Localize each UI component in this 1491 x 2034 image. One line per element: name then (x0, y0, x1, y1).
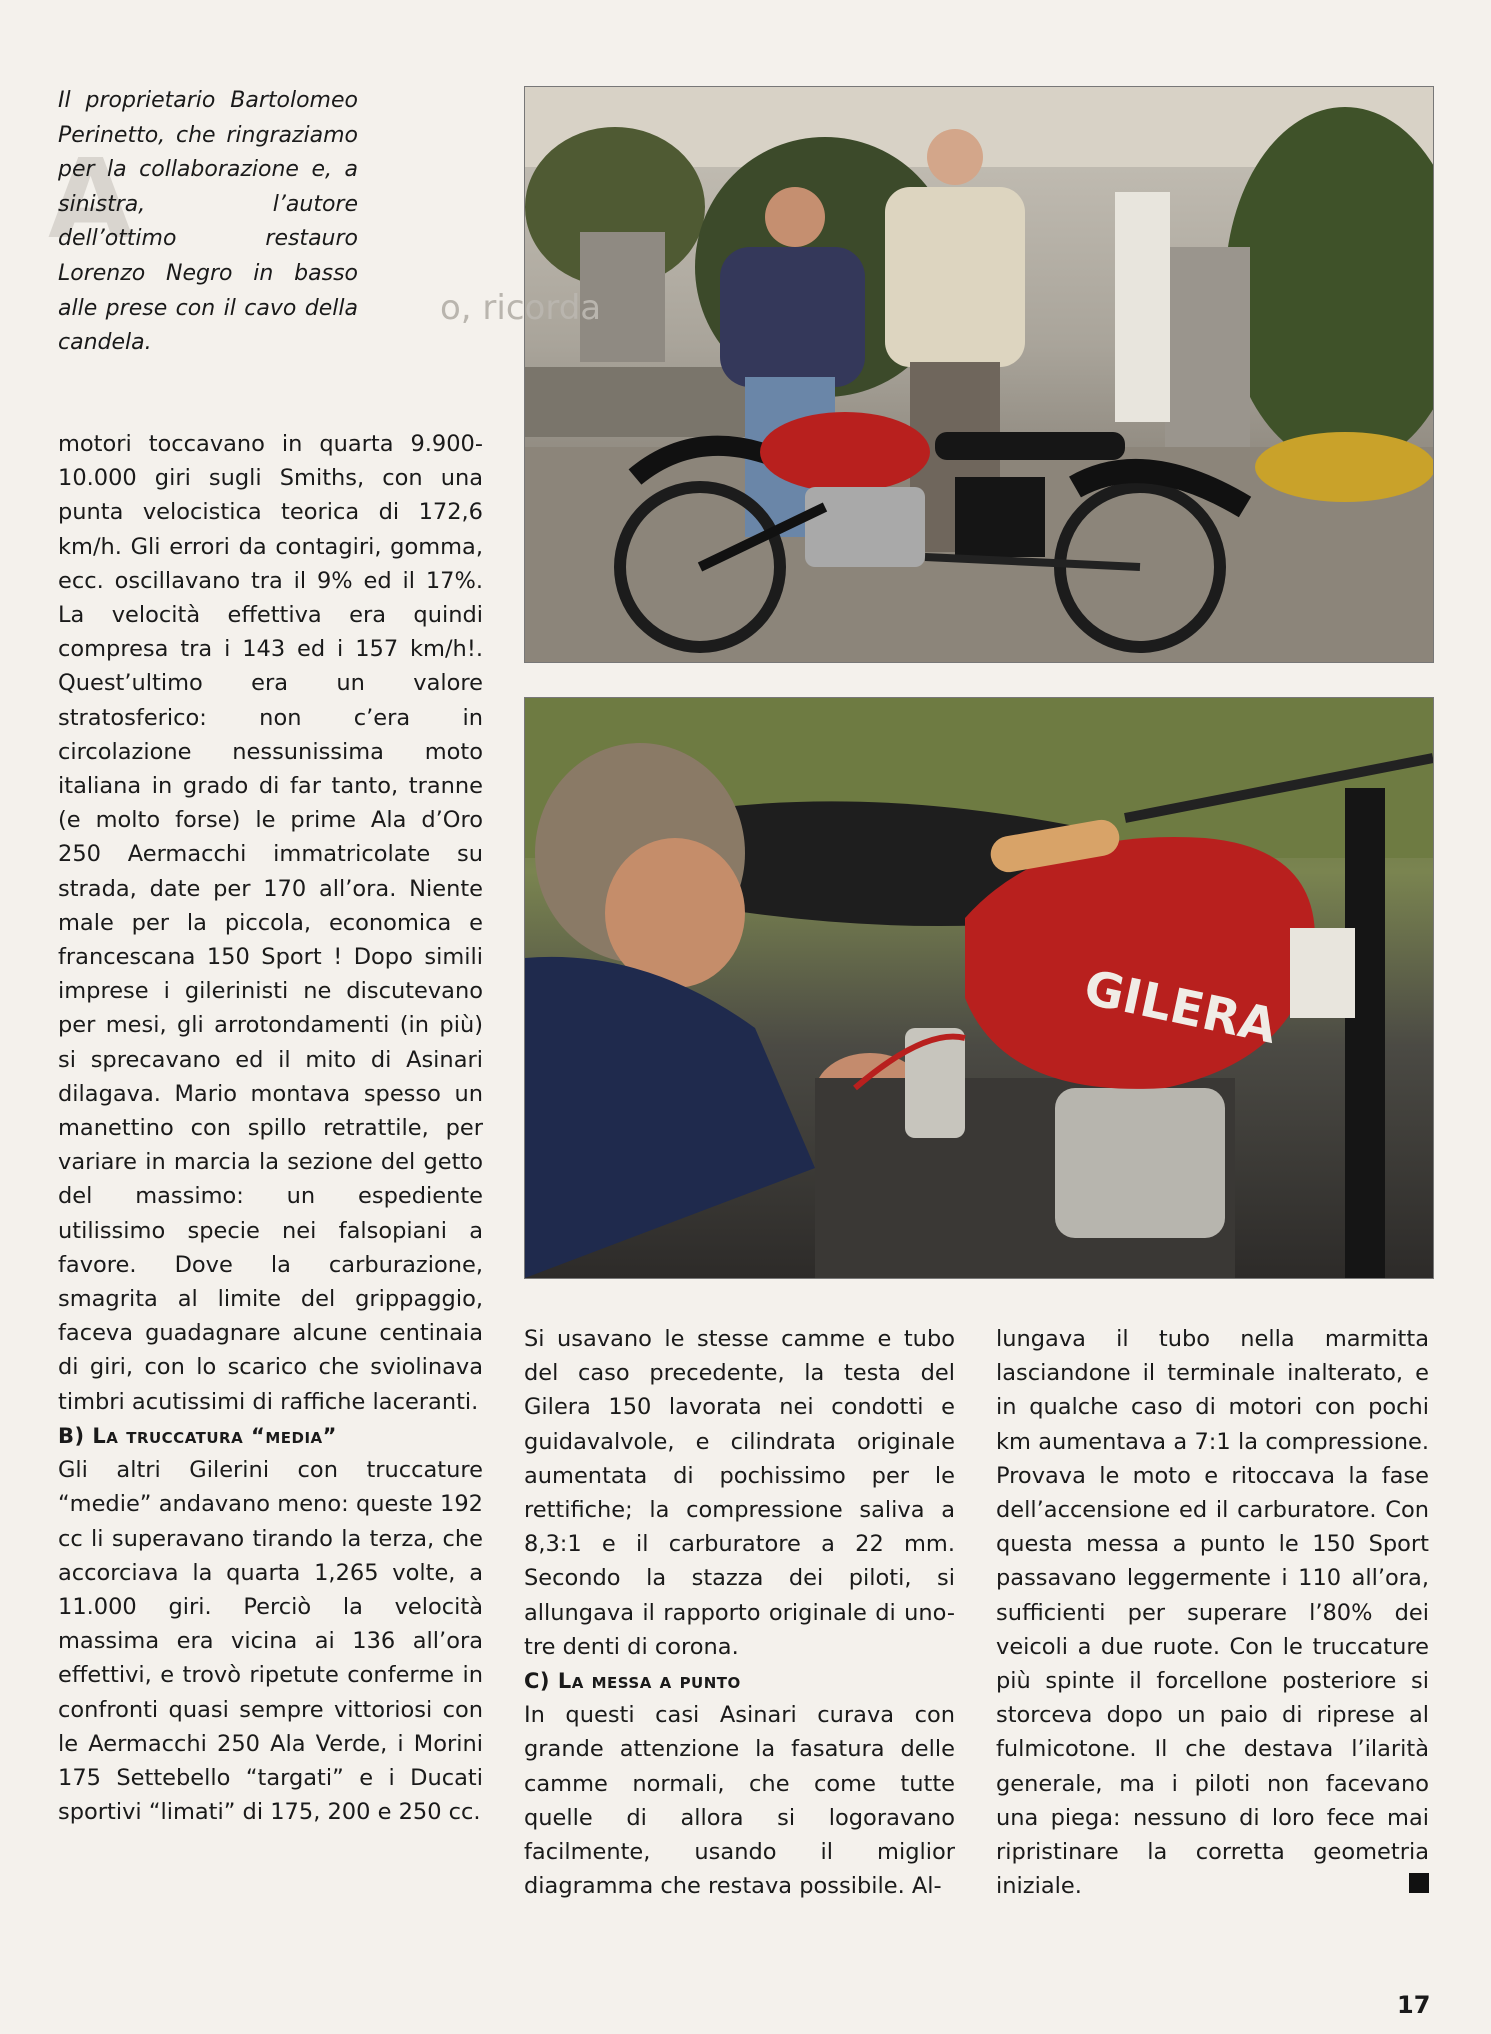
photo-restorer-illustration (525, 698, 1433, 1278)
tank-logo: GILERA (1079, 959, 1282, 1055)
photo-restorer-working (524, 697, 1434, 1279)
section-c-heading: C) La messa a punto (524, 1669, 741, 1694)
end-of-article-mark (1409, 1873, 1429, 1893)
photo-owner-illustration (525, 87, 1433, 662)
text-column-1 (58, 427, 483, 1829)
column-3-paragraph: lungava il tubo nella marmitta lasciandone il terminale inalterato, e in qualche caso di motori con pochi km aumentava a 7:1 la compressione. Provava le moto e ritoccava la fase dell’accensione ed il carburatore. Con questa messa a punto le 150 Sport passavano leggermente i 110 all’ora, sufficienti per superare l’80% dei veicoli a due ruote. Con le truccature più spinte il forcellone posteriore si storceva dopo un paio di riprese al fulmicotone. Il che destava l’ilarità generale, ma i piloti non facevano una piega: nessuno di loro fece mai ripristinare la corretta geometria iniziale. (996, 1326, 1429, 1900)
text-column-2 (524, 1322, 955, 1903)
text-column-3 (996, 1322, 1429, 1903)
section-b-heading: B) La truccatura “media” (58, 1423, 337, 1448)
column-1-paragraph: motori toccavano in quarta 9.900-10.000 giri sugli Smiths, con una punta velocistica teorica di 172,6 km/h. Gli errori da contagiri, gomma, ecc. oscillavano tra il 9% ed il 17%. La velocità effettiva era quindi compresa tra i 143 ed i 157 km/h!. Quest’ultimo era un valore stratosferico: non c’era in circolazione nessunissima moto italiana in grado di far tanto, tranne (e molto forse) le prime Ala d’Oro 250 Aermacchi immatricolate su strada, date per 170 all’ora. Niente male per la piccola, economica e francescana 150 Sport ! Dopo simili imprese i gilerinisti ne discutevano per mesi, gli arrotondamenti (in più) si sprecavano ed il mito di Asinari dilagava. Mario montava spesso un manettino con spillo retrattile, per variare in marcia la sezione del getto del massimo: un espediente utilissimo specie nei falsopiani a favore. Dove la carburazione, smagrita al limite del grippaggio, faceva guadagnare alcune centinaia di giri, con lo scarico che sviolinava timbri acutissimi di raffiche laceranti. (58, 431, 483, 1415)
photo-owner-and-restorer (524, 86, 1434, 663)
page-number: 17 (1397, 1991, 1431, 2019)
section-c-paragraph: In questi casi Asinari curava con grande attenzione la fasatura delle camme normali, che come tutte quelle di allora si logoravano facilmente, usando il miglior diagramma che restava possibile. Al- (524, 1702, 955, 1900)
section-b-paragraph: Gli altri Gilerini con truccature “medie” andavano meno: queste 192 cc li superavano tirando la terza, che accorciava la quarta 1,265 volte, a 11.000 giri. Perciò la velocità massima era vicina ai 136 all’ora effettivi, e trovò ripetute conferme in confronti quasi sempre vittoriosi con le Aermacchi 250 Ala Verde, i Morini 175 Settebello “targati” e i Ducati sportivi “limati” di 175, 200 e 250 cc. (58, 1457, 483, 1826)
show-through-ghost-line: o, ricorda (440, 288, 602, 328)
column-2-intro-paragraph: Si usavano le stesse camme e tubo del caso precedente, la testa del Gilera 150 lavorata nei condotti e guidavalvole, e cilindrata originale aumentata di pochissimo per le rettifiche; la compressione saliva a 8,3:1 e il carburatore a 22 mm. Secondo la stazza dei piloti, si allungava il rapporto originale di uno-tre denti di corona. (524, 1326, 955, 1660)
show-through-ghost-text: A (48, 135, 134, 263)
photo-caption: Il proprietario Bartolomeo Perinetto, che ringraziamo per la collaborazione e, a sinistra, l’autore dell’ottimo restauro Lorenzo Negro in basso alle prese con il cavo della candela. (58, 88, 358, 356)
